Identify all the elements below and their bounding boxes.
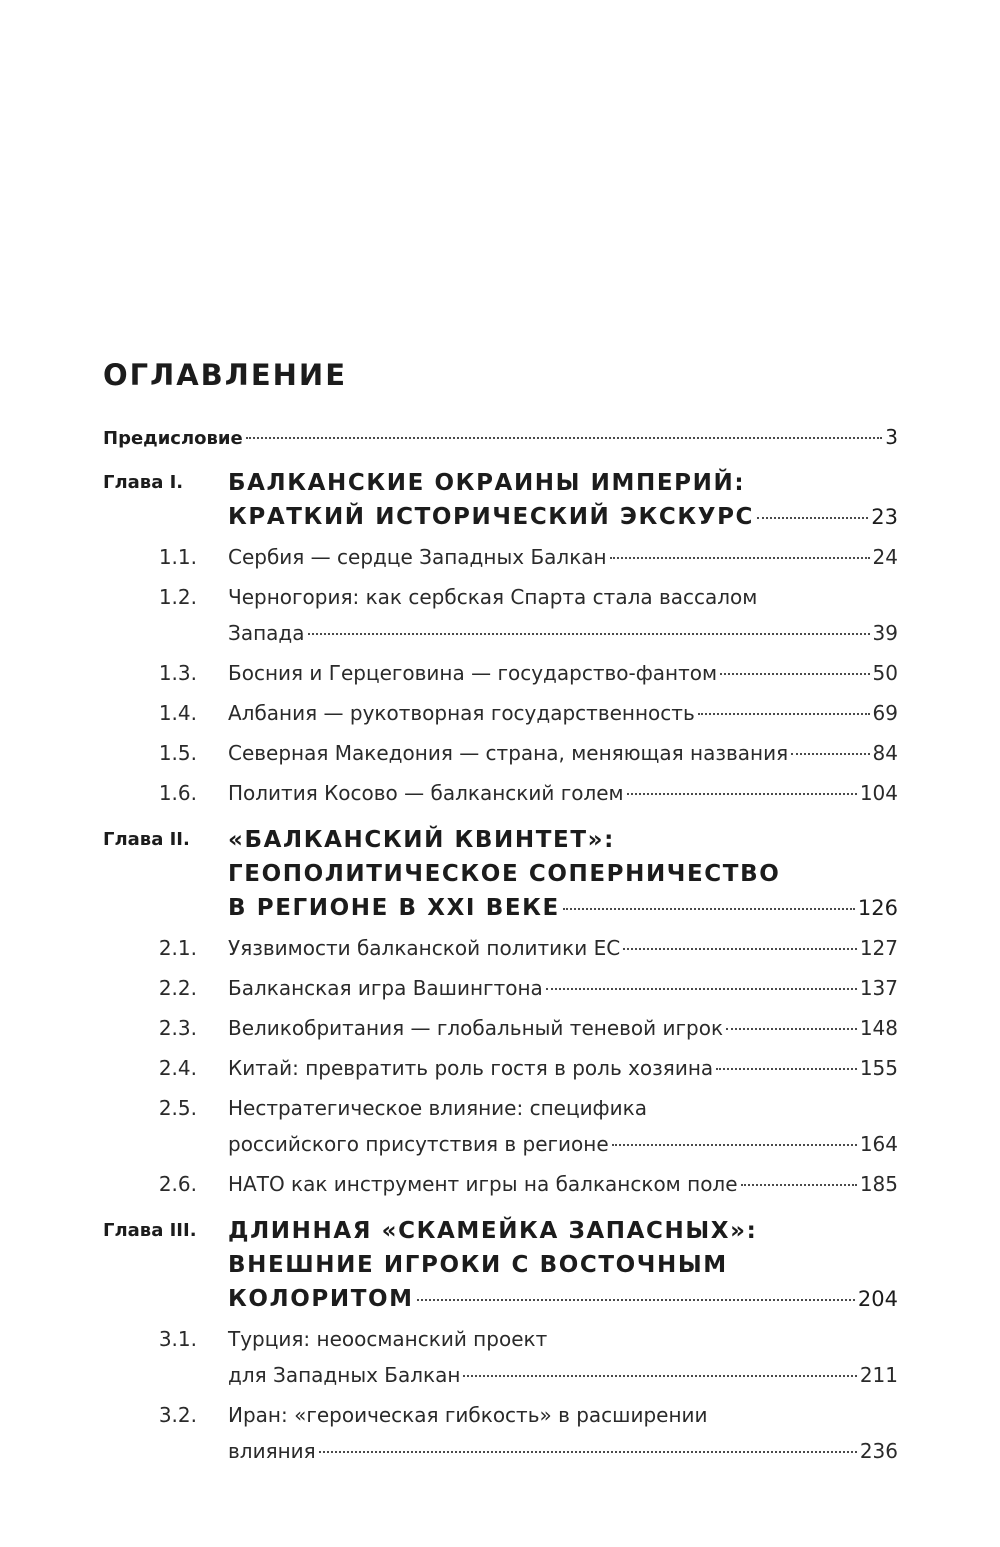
- page-number: 211: [859, 1363, 898, 1387]
- toc-section-2-3[interactable]: [103, 1010, 898, 1046]
- toc-section-1-6[interactable]: [103, 775, 898, 811]
- dot-leader: [546, 988, 857, 990]
- chapter-label: Глава II.: [103, 829, 190, 850]
- toc-section-3-2[interactable]: [103, 1397, 898, 1469]
- page-number: 104: [859, 781, 898, 805]
- toc-chapter-3[interactable]: [103, 1214, 898, 1316]
- section-title-line: Китай: превратить роль гостя в роль хозяина: [228, 1056, 714, 1080]
- section-title-line: Турция: неоосманский проект: [228, 1327, 548, 1351]
- chapter-title-line: КОЛОРИТОМ: [228, 1286, 414, 1312]
- preface-title: Предисловие: [103, 428, 243, 449]
- dot-leader: [612, 1144, 857, 1146]
- chapter-title-line: В РЕГИОНЕ В XXI ВЕКЕ: [228, 895, 560, 921]
- dot-leader: [563, 908, 855, 910]
- dot-leader: [716, 1068, 857, 1070]
- section-number: 1.1.: [158, 545, 197, 569]
- chapter-title-line: «БАЛКАНСКИЙ КВИНТЕТ»:: [228, 827, 615, 853]
- page-number: 3: [885, 425, 898, 449]
- section-number: 3.2.: [158, 1403, 197, 1427]
- page-number: 148: [859, 1016, 898, 1040]
- toc-preface[interactable]: [103, 420, 898, 456]
- page-number: 137: [859, 976, 898, 1000]
- dot-leader: [246, 437, 883, 439]
- chapter-title-line: ВНЕШНИЕ ИГРОКИ С ВОСТОЧНЫМ: [228, 1252, 728, 1278]
- section-number: 2.2.: [158, 976, 197, 1000]
- toc-section-2-4[interactable]: [103, 1050, 898, 1086]
- page-number: 185: [859, 1172, 898, 1196]
- page-number: 155: [859, 1056, 898, 1080]
- toc-section-2-1[interactable]: [103, 930, 898, 966]
- section-number: 1.4.: [158, 701, 197, 725]
- dot-leader: [319, 1451, 857, 1453]
- chapter-title-line: БАЛКАНСКИЕ ОКРАИНЫ ИМПЕРИЙ:: [228, 470, 746, 496]
- dot-leader: [463, 1375, 856, 1377]
- page-number: 50: [872, 661, 898, 685]
- toc-title: ОГЛАВЛЕНИЕ: [103, 358, 348, 392]
- toc-section-2-5[interactable]: [103, 1090, 898, 1162]
- toc-section-3-1[interactable]: [103, 1321, 898, 1393]
- table-of-contents: [103, 420, 898, 1469]
- section-title-line: Черногория: как сербская Спарта стала вассалом: [228, 585, 758, 609]
- toc-section-1-4[interactable]: [103, 695, 898, 731]
- section-title-line: Запада: [228, 621, 305, 645]
- page-number: 164: [859, 1132, 898, 1156]
- page-number: 127: [859, 936, 898, 960]
- section-number: 2.3.: [158, 1016, 197, 1040]
- toc-section-1-3[interactable]: [103, 655, 898, 691]
- section-title-line: Полития Косово — балканский голем: [228, 781, 624, 805]
- section-title-line: НАТО как инструмент игры на балканском поле: [228, 1172, 738, 1196]
- section-title-line: Северная Македония — страна, меняющая названия: [228, 741, 789, 765]
- toc-section-2-6[interactable]: [103, 1166, 898, 1202]
- dot-leader: [417, 1299, 855, 1301]
- toc-section-1-5[interactable]: [103, 735, 898, 771]
- dot-leader: [720, 673, 869, 675]
- page-number: 69: [872, 701, 898, 725]
- section-number: 2.5.: [158, 1096, 197, 1120]
- chapter-label: Глава III.: [103, 1220, 197, 1241]
- page-number: 39: [872, 621, 898, 645]
- section-number: 2.6.: [158, 1172, 197, 1196]
- section-title-line: Иран: «героическая гибкость» в расширении: [228, 1403, 708, 1427]
- section-title-line: Балканская игра Вашингтона: [228, 976, 543, 1000]
- toc-section-2-2[interactable]: [103, 970, 898, 1006]
- page-number: 204: [857, 1287, 898, 1311]
- toc-chapter-1[interactable]: [103, 466, 898, 534]
- toc-section-1-1[interactable]: [103, 539, 898, 575]
- chapter-title-line: КРАТКИЙ ИСТОРИЧЕСКИЙ ЭКСКУРС: [228, 504, 755, 530]
- section-title-line: Нестратегическое влияние: специфика: [228, 1096, 647, 1120]
- chapter-title-line: ГЕОПОЛИТИЧЕСКОЕ СОПЕРНИЧЕСТВО: [228, 861, 781, 887]
- chapter-title-line: ДЛИННАЯ «СКАМЕЙКА ЗАПАСНЫХ»:: [228, 1218, 758, 1244]
- section-title-line: российского присутствия в регионе: [228, 1132, 609, 1156]
- section-title-line: Сербия — сердце Западных Балкан: [228, 545, 607, 569]
- section-number: 1.5.: [158, 741, 197, 765]
- section-number: 1.3.: [158, 661, 197, 685]
- section-number: 3.1.: [158, 1327, 197, 1351]
- chapter-label: Глава I.: [103, 472, 184, 493]
- dot-leader: [627, 793, 857, 795]
- dot-leader: [698, 713, 870, 715]
- page-number: 24: [872, 545, 898, 569]
- dot-leader: [623, 948, 857, 950]
- dot-leader: [757, 517, 868, 519]
- section-number: 1.2.: [158, 585, 197, 609]
- section-title-line: Великобритания — глобальный теневой игрок: [228, 1016, 724, 1040]
- page-number: 236: [859, 1439, 898, 1463]
- section-number: 2.1.: [158, 936, 197, 960]
- dot-leader: [741, 1184, 857, 1186]
- page-number: 126: [857, 896, 898, 920]
- section-number: 1.6.: [158, 781, 197, 805]
- dot-leader: [726, 1028, 857, 1030]
- section-title-line: для Западных Балкан: [228, 1363, 461, 1387]
- dot-leader: [791, 753, 869, 755]
- page-number: 23: [871, 505, 898, 529]
- toc-section-1-2[interactable]: [103, 579, 898, 651]
- toc-chapter-2[interactable]: [103, 823, 898, 925]
- section-title-line: Уязвимости балканской политики ЕС: [228, 936, 621, 960]
- page-number: 84: [872, 741, 898, 765]
- section-title-line: Босния и Герцеговина — государство-фантом: [228, 661, 718, 685]
- section-title-line: Албания — рукотворная государственность: [228, 701, 695, 725]
- dot-leader: [610, 557, 870, 559]
- section-number: 2.4.: [158, 1056, 197, 1080]
- section-title-line: влияния: [228, 1439, 316, 1463]
- dot-leader: [308, 633, 870, 635]
